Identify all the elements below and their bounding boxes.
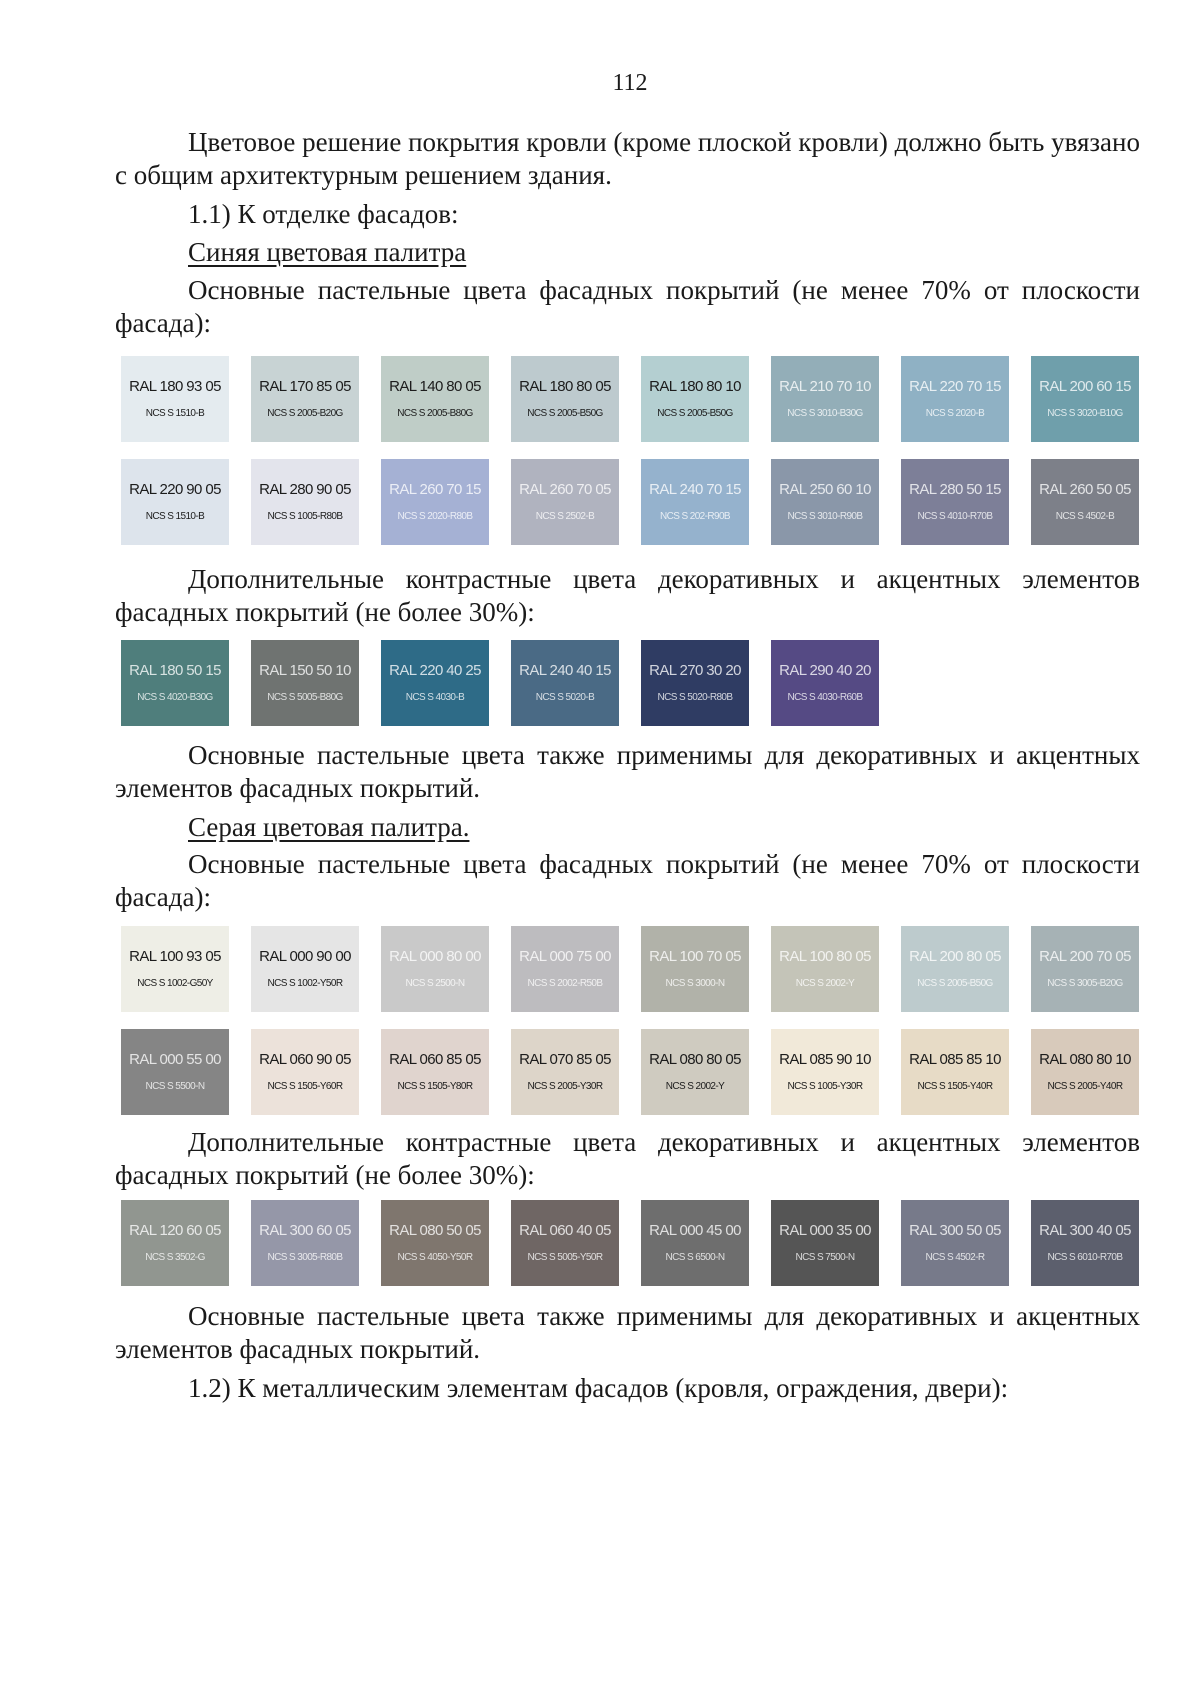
ral-code: RAL 000 90 00 bbox=[259, 948, 351, 965]
color-swatch bbox=[511, 1029, 619, 1115]
color-swatch bbox=[901, 356, 1009, 442]
color-swatch bbox=[641, 926, 749, 1012]
ncs-code: NCS S 2005-B50G bbox=[527, 408, 603, 419]
ral-code: RAL 210 70 10 bbox=[779, 378, 871, 395]
gray-note-paragraph: Основные пастельные цвета также применимы для декоративных и акцентных элементов фасадных покрытий. bbox=[115, 1301, 1140, 1364]
ral-code: RAL 070 85 05 bbox=[519, 1051, 611, 1068]
ral-code: RAL 180 80 05 bbox=[519, 378, 611, 395]
blue-palette-heading-text: Синяя цветовая палитра bbox=[188, 237, 467, 267]
ral-code: RAL 140 80 05 bbox=[389, 378, 481, 395]
ral-code: RAL 060 40 05 bbox=[519, 1222, 611, 1239]
ral-code: RAL 080 50 05 bbox=[389, 1222, 481, 1239]
gray-palette-heading-text: Серая цветовая палитра. bbox=[188, 812, 470, 842]
ncs-code: NCS S 5005-Y50R bbox=[527, 1252, 603, 1263]
ncs-code: NCS S 4010-R70B bbox=[917, 511, 993, 522]
ral-code: RAL 200 60 15 bbox=[1039, 378, 1131, 395]
ncs-code: NCS S 2020-B bbox=[925, 408, 985, 419]
color-swatch bbox=[121, 356, 229, 442]
ncs-code: NCS S 2020-R80B bbox=[397, 511, 473, 522]
ral-code: RAL 000 55 00 bbox=[129, 1051, 221, 1068]
color-swatch bbox=[901, 1029, 1009, 1115]
ral-code: RAL 300 40 05 bbox=[1039, 1222, 1131, 1239]
ral-code: RAL 200 80 05 bbox=[909, 948, 1001, 965]
color-swatch bbox=[1031, 356, 1139, 442]
ral-code: RAL 240 40 15 bbox=[519, 662, 611, 679]
ncs-code: NCS S 5500-N bbox=[145, 1081, 205, 1092]
ral-code: RAL 120 60 05 bbox=[129, 1222, 221, 1239]
color-swatch bbox=[511, 926, 619, 1012]
ncs-code: NCS S 6010-R70B bbox=[1047, 1252, 1123, 1263]
ral-code: RAL 270 30 20 bbox=[649, 662, 741, 679]
ral-code: RAL 080 80 05 bbox=[649, 1051, 741, 1068]
metal-elements-item: 1.2) К металлическим элементам фасадов (кровля, ограждения, двери): bbox=[188, 1373, 1009, 1403]
ral-code: RAL 220 70 15 bbox=[909, 378, 1001, 395]
ral-code: RAL 220 40 25 bbox=[389, 662, 481, 679]
ncs-code: NCS S 4030-B bbox=[405, 692, 465, 703]
ncs-code: NCS S 1505-Y40R bbox=[917, 1081, 993, 1092]
color-swatch bbox=[901, 1200, 1009, 1286]
color-swatch bbox=[381, 356, 489, 442]
color-swatch bbox=[251, 1029, 359, 1115]
ncs-code: NCS S 4050-Y50R bbox=[397, 1252, 473, 1263]
color-swatch bbox=[771, 1029, 879, 1115]
ncs-code: NCS S 3000-N bbox=[665, 978, 725, 989]
ncs-code: NCS S 2002-Y bbox=[795, 978, 855, 989]
ral-code: RAL 100 80 05 bbox=[779, 948, 871, 965]
color-swatch bbox=[381, 1029, 489, 1115]
ncs-code: NCS S 1005-Y30R bbox=[787, 1081, 863, 1092]
ncs-code: NCS S 1505-Y60R bbox=[267, 1081, 343, 1092]
ncs-code: NCS S 1510-B bbox=[145, 511, 205, 522]
color-swatch bbox=[771, 356, 879, 442]
ncs-code: NCS S 2502-B bbox=[535, 511, 595, 522]
ncs-code: NCS S 5020-R80B bbox=[657, 692, 733, 703]
ral-code: RAL 000 45 00 bbox=[649, 1222, 741, 1239]
color-swatch bbox=[641, 1200, 749, 1286]
ral-code: RAL 290 40 20 bbox=[779, 662, 871, 679]
ncs-code: NCS S 4020-B30G bbox=[137, 692, 213, 703]
blue-note-paragraph: Основные пастельные цвета также применимы для декоративных и акцентных элементов фасадных покрытий. bbox=[115, 740, 1140, 803]
ncs-code: NCS S 2002-R50B bbox=[527, 978, 603, 989]
ncs-code: NCS S 4502-R bbox=[925, 1252, 985, 1263]
color-swatch bbox=[771, 926, 879, 1012]
ncs-code: NCS S 1510-B bbox=[145, 408, 205, 419]
ral-code: RAL 100 70 05 bbox=[649, 948, 741, 965]
ncs-code: NCS S 4502-B bbox=[1055, 511, 1115, 522]
ral-code: RAL 300 60 05 bbox=[259, 1222, 351, 1239]
color-swatch bbox=[251, 926, 359, 1012]
ral-code: RAL 220 90 05 bbox=[129, 481, 221, 498]
ral-code: RAL 060 85 05 bbox=[389, 1051, 481, 1068]
gray-palette-heading bbox=[115, 811, 1140, 844]
roof-color-paragraph: Цветовое решение покрытия кровли (кроме плоской кровли) должно быть увязано с общим архитектурным решением здания. bbox=[115, 127, 1140, 190]
color-swatch bbox=[121, 1029, 229, 1115]
color-swatch bbox=[511, 459, 619, 545]
ncs-code: NCS S 2005-B80G bbox=[397, 408, 473, 419]
blue-palette-heading bbox=[115, 236, 1140, 269]
color-swatch bbox=[1031, 459, 1139, 545]
ncs-code: NCS S 2500-N bbox=[405, 978, 465, 989]
color-swatch bbox=[641, 356, 749, 442]
ral-code: RAL 060 90 05 bbox=[259, 1051, 351, 1068]
gray-main-colors-paragraph: Основные пастельные цвета фасадных покрытий (не менее 70% от плоскости фасада): bbox=[115, 849, 1140, 912]
ral-code: RAL 250 60 10 bbox=[779, 481, 871, 498]
color-swatch bbox=[1031, 926, 1139, 1012]
color-swatch bbox=[511, 356, 619, 442]
ral-code: RAL 000 75 00 bbox=[519, 948, 611, 965]
ral-code: RAL 280 50 15 bbox=[909, 481, 1001, 498]
color-swatch bbox=[1031, 1029, 1139, 1115]
color-swatch bbox=[771, 1200, 879, 1286]
color-swatch bbox=[121, 640, 229, 726]
ral-code: RAL 000 35 00 bbox=[779, 1222, 871, 1239]
color-swatch bbox=[511, 1200, 619, 1286]
ncs-code: NCS S 2002-Y bbox=[665, 1081, 725, 1092]
ral-code: RAL 280 90 05 bbox=[259, 481, 351, 498]
color-swatch bbox=[901, 459, 1009, 545]
ncs-code: NCS S 3010-B30G bbox=[787, 408, 863, 419]
color-swatch bbox=[121, 459, 229, 545]
ncs-code: NCS S 3502-G bbox=[145, 1252, 205, 1263]
ral-code: RAL 180 80 10 bbox=[649, 378, 741, 395]
color-swatch bbox=[251, 1200, 359, 1286]
color-swatch bbox=[251, 459, 359, 545]
color-swatch bbox=[511, 640, 619, 726]
color-swatch bbox=[901, 926, 1009, 1012]
color-swatch bbox=[641, 640, 749, 726]
page-number: 112 bbox=[612, 70, 648, 96]
ncs-code: NCS S 202-R90B bbox=[660, 511, 730, 522]
ncs-code: NCS S 1002-G50Y bbox=[137, 978, 213, 989]
ral-code: RAL 085 85 10 bbox=[909, 1051, 1001, 1068]
ral-code: RAL 100 93 05 bbox=[129, 948, 221, 965]
ral-code: RAL 260 50 05 bbox=[1039, 481, 1131, 498]
color-swatch bbox=[251, 356, 359, 442]
ral-code: RAL 260 70 15 bbox=[389, 481, 481, 498]
ncs-code: NCS S 2005-B50G bbox=[917, 978, 993, 989]
color-swatch bbox=[121, 926, 229, 1012]
ncs-code: NCS S 2005-B20G bbox=[267, 408, 343, 419]
ncs-code: NCS S 7500-N bbox=[795, 1252, 855, 1263]
ncs-code: NCS S 5020-B bbox=[535, 692, 595, 703]
color-swatch bbox=[1031, 1200, 1139, 1286]
color-swatch bbox=[771, 640, 879, 726]
ral-code: RAL 080 80 10 bbox=[1039, 1051, 1131, 1068]
ral-code: RAL 170 85 05 bbox=[259, 378, 351, 395]
ncs-code: NCS S 5005-B80G bbox=[267, 692, 343, 703]
ral-code: RAL 300 50 05 bbox=[909, 1222, 1001, 1239]
ncs-code: NCS S 3005-B20G bbox=[1047, 978, 1123, 989]
ral-code: RAL 085 90 10 bbox=[779, 1051, 871, 1068]
blue-contrast-colors-paragraph: Дополнительные контрастные цвета декоративных и акцентных элементов фасадных покрытий (не более 30%): bbox=[115, 564, 1140, 627]
ral-code: RAL 150 50 10 bbox=[259, 662, 351, 679]
color-swatch bbox=[381, 926, 489, 1012]
color-swatch bbox=[381, 1200, 489, 1286]
ncs-code: NCS S 3020-B10G bbox=[1047, 408, 1123, 419]
ral-code: RAL 260 70 05 bbox=[519, 481, 611, 498]
color-swatch bbox=[251, 640, 359, 726]
ncs-code: NCS S 3010-R90B bbox=[787, 511, 863, 522]
ral-code: RAL 200 70 05 bbox=[1039, 948, 1131, 965]
ncs-code: NCS S 2005-B50G bbox=[657, 408, 733, 419]
color-swatch bbox=[121, 1200, 229, 1286]
blue-main-colors-paragraph: Основные пастельные цвета фасадных покрытий (не менее 70% от плоскости фасада): bbox=[115, 275, 1140, 338]
ncs-code: NCS S 1002-Y50R bbox=[267, 978, 343, 989]
color-swatch bbox=[641, 459, 749, 545]
ral-code: RAL 240 70 15 bbox=[649, 481, 741, 498]
ral-code: RAL 000 80 00 bbox=[389, 948, 481, 965]
color-swatch bbox=[641, 1029, 749, 1115]
ncs-code: NCS S 2005-Y40R bbox=[1047, 1081, 1123, 1092]
color-swatch bbox=[381, 640, 489, 726]
ncs-code: NCS S 6500-N bbox=[665, 1252, 725, 1263]
ral-code: RAL 180 50 15 bbox=[129, 662, 221, 679]
ncs-code: NCS S 4030-R60B bbox=[787, 692, 863, 703]
facade-finish-item: 1.1) К отделке фасадов: bbox=[188, 199, 459, 229]
ncs-code: NCS S 3005-R80B bbox=[267, 1252, 343, 1263]
gray-contrast-colors-paragraph: Дополнительные контрастные цвета декоративных и акцентных элементов фасадных покрытий (не более 30%): bbox=[115, 1127, 1140, 1190]
ncs-code: NCS S 1505-Y80R bbox=[397, 1081, 473, 1092]
color-swatch bbox=[771, 459, 879, 545]
ncs-code: NCS S 2005-Y30R bbox=[527, 1081, 603, 1092]
ral-code: RAL 180 93 05 bbox=[129, 378, 221, 395]
ncs-code: NCS S 1005-R80B bbox=[267, 511, 343, 522]
color-swatch bbox=[381, 459, 489, 545]
